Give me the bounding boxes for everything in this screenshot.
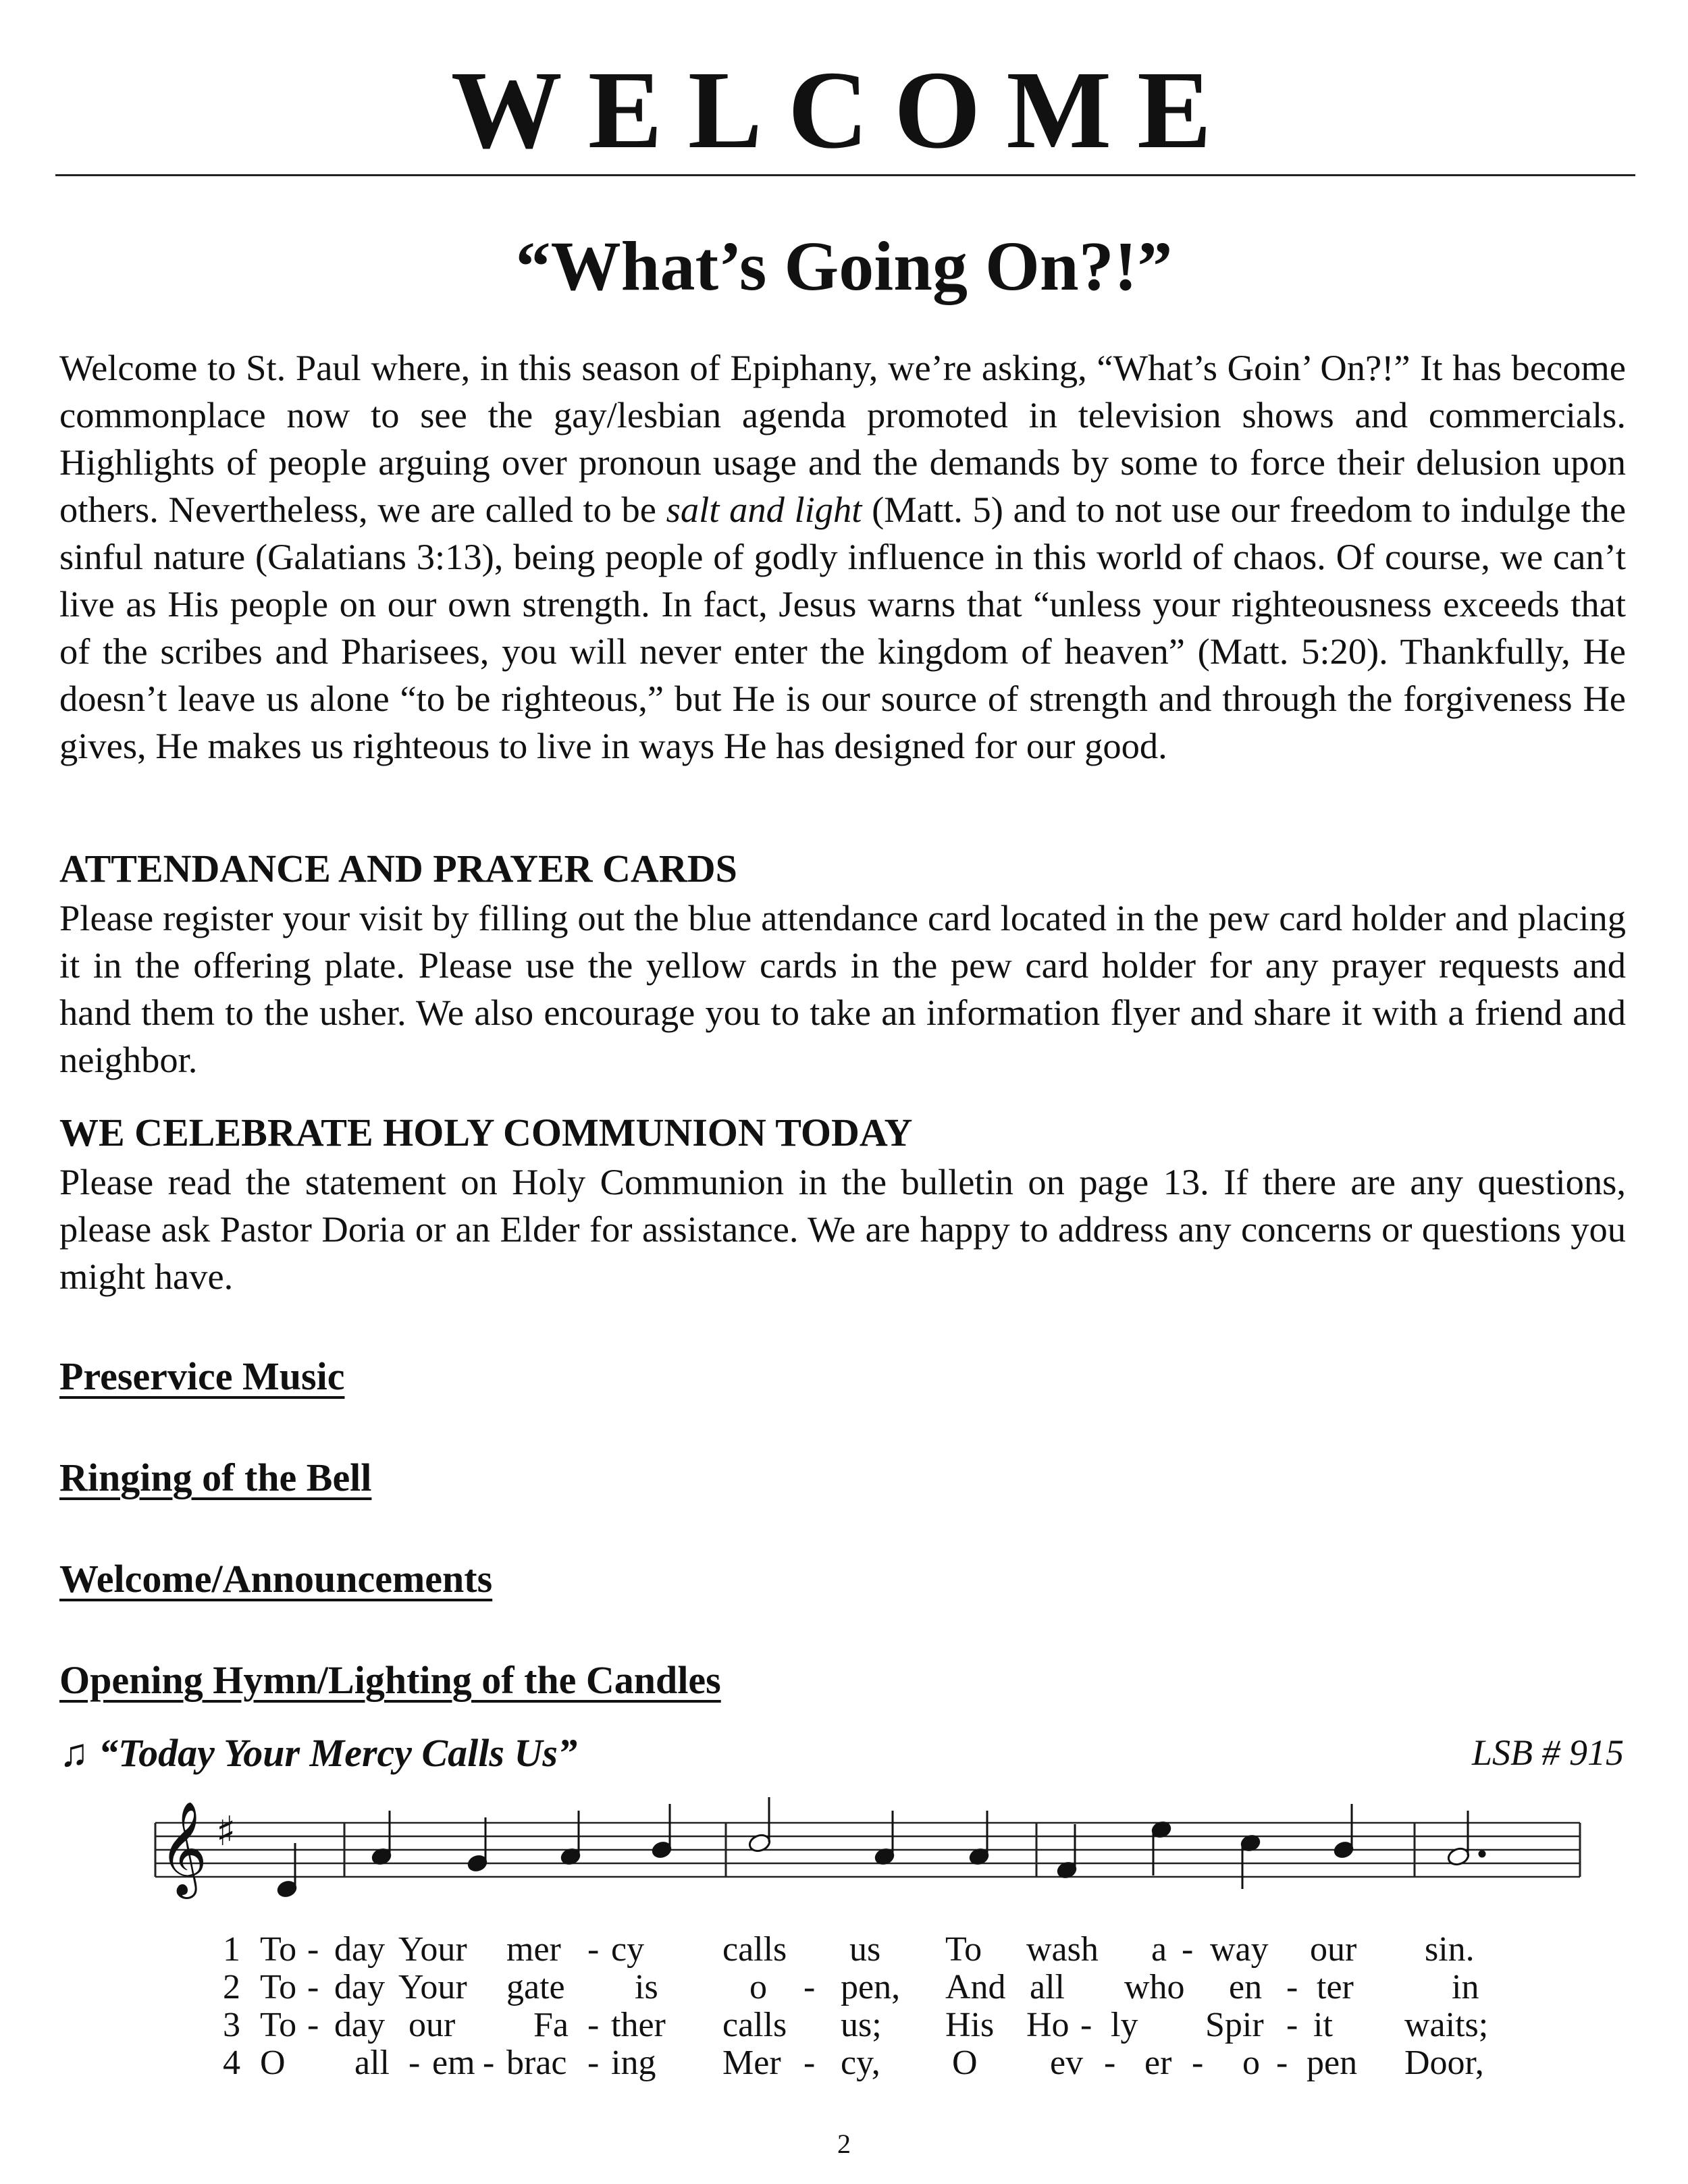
hymn-syllable: who — [1124, 1968, 1185, 2006]
hymn-syllable: Ho — [1026, 2006, 1070, 2044]
hymn-syllable: calls — [722, 1930, 787, 1969]
hymn-syllable: our — [1310, 1930, 1357, 1969]
communion-text: Please read the statement on Holy Communion in the bulletin on page 13. If there are any questions, please ask Pastor Doria or an Elder for assistance. We are happy to address any concerns or questions you might have. — [59, 1161, 1626, 1297]
hymn-syllable: pen, — [841, 1968, 901, 2006]
hymn-syllable: it — [1313, 2006, 1333, 2044]
page-number: 2 — [837, 2129, 851, 2159]
hymn-syllable: - — [307, 1968, 319, 2006]
hymn-syllable: day — [334, 1968, 386, 2006]
attendance-text: Please register your visit by filling out the blue attendance card located in the pew card holder and placing it in the offering plate. Please use the yellow cards in the pew card holder for any prayer requests and hand them to the usher. We also encourage you to take an information flyer and share it with a friend and neighbor. — [59, 897, 1626, 1080]
hymn-syllable: day — [334, 2006, 386, 2044]
intro-text-1: Welcome to St. Paul where, in this season of Epiphany, we’re asking, “What’s Goin’ On?!” It has become commonplace now to see the gay/lesbian agenda promoted in television shows and commercials. Highlights of people arguing over pronoun usage and the demands by some to force their delusion upon others. Nevertheless, we are called to be — [59, 347, 1626, 530]
hymn-syllable: waits; — [1404, 2006, 1489, 2044]
hymn-syllable: To — [260, 1968, 297, 2006]
staff-lines — [155, 1823, 1580, 1877]
hymn-syllable: - — [1276, 2044, 1288, 2082]
hymn-syllable: - — [1286, 2006, 1298, 2044]
hymn-syllable: To — [260, 1930, 297, 1969]
hymn-syllable: mer — [506, 1930, 561, 1969]
sharp-sign-icon: ♯ — [216, 1808, 236, 1855]
hymn-syllable: O — [260, 2044, 286, 2082]
hymn-syllable: wash — [1026, 1930, 1099, 1969]
hymn-syllable: calls — [722, 2006, 787, 2044]
hymn-syllable: His — [945, 2006, 995, 2044]
hymn-title-line — [59, 1730, 577, 1776]
hymn-syllable: brac — [506, 2044, 567, 2082]
hymn-syllable: us; — [841, 2006, 882, 2044]
hymn-syllable: - — [587, 2044, 600, 2082]
hymn-syllable: O — [952, 2044, 978, 2082]
hymn-syllable: all — [354, 2044, 390, 2082]
hymn-syllable: - — [483, 2044, 495, 2082]
hymn-syllable: - — [803, 1968, 816, 2006]
hymn-syllable: 3 — [223, 2006, 240, 2044]
notes — [276, 1797, 1485, 1898]
intro-text-2: (Matt. 5) and to not use our freedom to indulge the sinful nature (Galatians 3:13), being people of godly influence in this world of chaos. Of course, we can’t live as His people on our own strength. In fact, Jesus warns that “unless your righteousness exceeds that of the scribes and Pharisees, you will never enter the kingdom of heaven” (Matt. 5:20). Thankfully, He doesn’t leave us alone “to be righteous,” but He is our source of strength and through the forgiveness He gives, He makes us righteous to live in ways He has designed for our good. — [59, 489, 1627, 766]
intro-paragraph — [59, 344, 1626, 770]
service-item-welcome-announcements: Welcome/Announcements — [59, 1557, 493, 1601]
hymn-syllable: 4 — [223, 2044, 240, 2082]
hymn-syllable: o — [749, 1968, 767, 2006]
hymn-syllable: o — [1242, 2044, 1260, 2082]
attendance-paragraph — [59, 895, 1626, 1084]
treble-clef-icon: 𝄞 — [159, 1801, 207, 1895]
hymn-syllable: pen — [1307, 2044, 1358, 2082]
hymn-syllable: ter — [1317, 1968, 1354, 2006]
hymn-syllable: - — [587, 1930, 600, 1969]
hymn-syllable: way — [1210, 1930, 1269, 1969]
hymn-syllable: - — [1182, 1930, 1194, 1969]
hymn-reference: LSB # 915 — [1471, 1732, 1624, 1773]
music-note-icon: ♫ — [59, 1731, 89, 1775]
hymn-syllable: er — [1144, 2044, 1172, 2082]
hymn-syllable: em — [432, 2044, 475, 2082]
hymn-syllable: cy, — [841, 2044, 880, 2082]
intro-italic-phrase: salt and light — [666, 489, 862, 530]
hymn-syllable: 2 — [223, 1968, 240, 2006]
hymn-syllable: ev — [1050, 2044, 1084, 2082]
hymn-syllable: To — [945, 1930, 982, 1969]
hymn-syllable: all — [1030, 1968, 1065, 2006]
hymn-syllable: Spir — [1205, 2006, 1264, 2044]
page-title: WELCOME — [450, 48, 1238, 171]
hymn-syllable: - — [307, 2006, 319, 2044]
hymn-syllable: us — [849, 1930, 881, 1969]
service-item-opening-hymn: Opening Hymn/Lighting of the Candles — [59, 1658, 721, 1702]
hymn-syllable: our — [408, 2006, 456, 2044]
hymn-syllable: - — [1080, 2006, 1092, 2044]
music-staff — [135, 1789, 1587, 1924]
hymn-syllable: - — [587, 2006, 600, 2044]
communion-heading: WE CELEBRATE HOLY COMMUNION TODAY — [59, 1111, 913, 1154]
hymn-syllable: is — [635, 1968, 658, 2006]
service-item-preservice-music: Preservice Music — [59, 1354, 345, 1398]
theme-title: “What’s Going On?!” — [515, 228, 1173, 305]
hymn-syllable: And — [945, 1968, 1006, 2006]
hymn-syllable: Your — [398, 1968, 467, 2006]
hymn-syllable: cy — [611, 1930, 645, 1969]
hymn-syllable: Fa — [533, 2006, 569, 2044]
hymn-syllable: sin. — [1425, 1930, 1475, 1969]
hymn-syllable: Door, — [1404, 2044, 1484, 2082]
hymn-syllable: ther — [611, 2006, 666, 2044]
hymn-syllable: - — [803, 2044, 816, 2082]
service-item-ringing-bell: Ringing of the Bell — [59, 1456, 372, 1499]
hymn-syllable: - — [1192, 2044, 1204, 2082]
hymn-syllable: Your — [398, 1930, 467, 1969]
hymn-syllable: a — [1151, 1930, 1167, 1969]
title-divider — [55, 174, 1635, 176]
hymn-syllable: en — [1229, 1968, 1263, 2006]
hymn-syllable: To — [260, 2006, 297, 2044]
hymn-syllable: - — [408, 2044, 421, 2082]
hymn-syllable: gate — [506, 1968, 565, 2006]
attendance-heading: ATTENDANCE AND PRAYER CARDS — [59, 847, 737, 890]
hymn-syllable: - — [307, 1930, 319, 1969]
hymn-syllable: 1 — [223, 1930, 240, 1969]
hymn-syllable: - — [1286, 1968, 1298, 2006]
hymn-syllable: ing — [611, 2044, 656, 2082]
hymn-syllable: day — [334, 1930, 386, 1969]
hymn-syllable: in — [1452, 1968, 1479, 2006]
hymn-syllable: ly — [1111, 2006, 1138, 2044]
hymn-title: “Today Your Mercy Calls Us” — [99, 1731, 577, 1775]
hymn-syllable: - — [1104, 2044, 1116, 2082]
communion-paragraph — [59, 1158, 1626, 1300]
hymn-syllable: Mer — [722, 2044, 781, 2082]
